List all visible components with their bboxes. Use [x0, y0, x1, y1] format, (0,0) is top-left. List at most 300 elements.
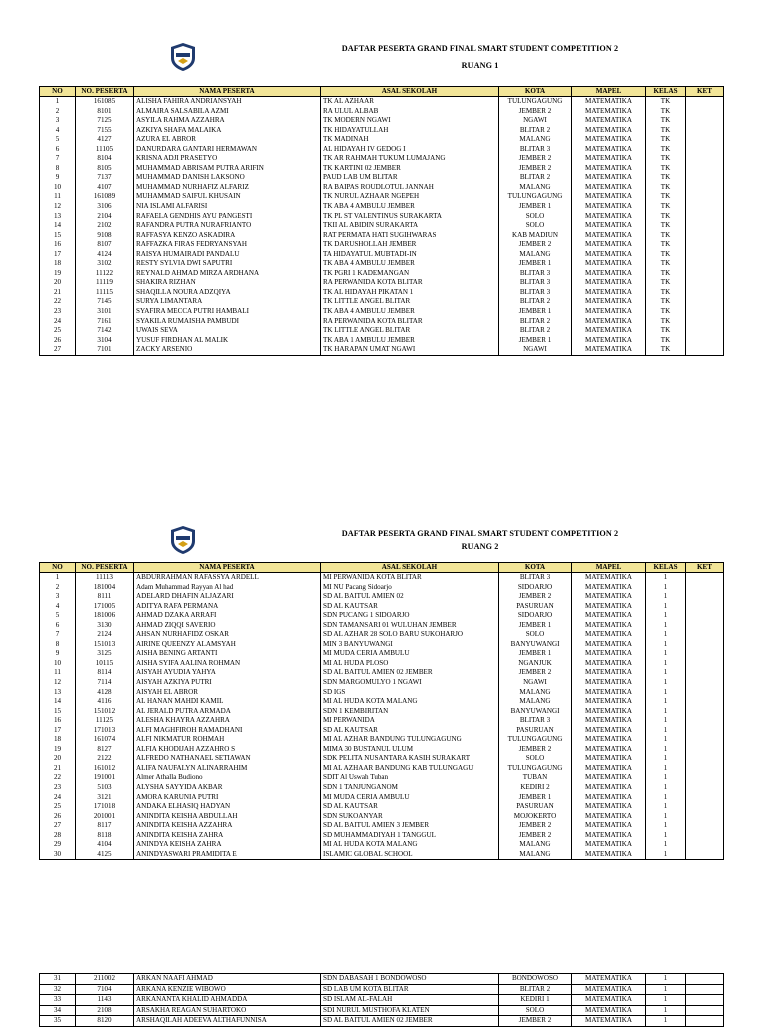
table-row: [40, 154, 724, 164]
cell-nama-peserta: AHSAN NURHAFIDZ OSKAR: [134, 630, 321, 640]
cell-kelas: TK: [646, 173, 686, 183]
cell-ket: [686, 995, 724, 1006]
cell-kota: SIDOARJO: [499, 611, 572, 621]
andina-logo-icon: [170, 42, 196, 72]
cell-nama-peserta: RAISYA HUMAIRADI PANDALU: [134, 250, 321, 260]
cell-asal-sekolah: TK NURUL AZHAAR NGEPEH: [321, 192, 499, 202]
cell-no-peserta: 11115: [76, 288, 134, 298]
cell-no-peserta: 2108: [76, 1005, 134, 1016]
cell-no: 9: [40, 173, 76, 183]
cell-nama-peserta: ALMAIRA SALSABILA AZMI: [134, 107, 321, 117]
cell-asal-sekolah: MI AL HUDA PLOSO: [321, 659, 499, 669]
cell-mapel: MATEMATIKA: [572, 821, 646, 831]
cell-kota: JEMBER 1: [499, 336, 572, 346]
cell-nama-peserta: AISYAH AZKIYA PUTRI: [134, 678, 321, 688]
cell-kota: TUBAN: [499, 773, 572, 783]
cell-mapel: MATEMATIKA: [572, 783, 646, 793]
cell-no-peserta: 2124: [76, 630, 134, 640]
cell-no: 30: [40, 850, 76, 860]
cell-no: 23: [40, 783, 76, 793]
cell-kelas: 1: [646, 640, 686, 650]
cell-kelas: TK: [646, 192, 686, 202]
header-kota: KOTA: [499, 87, 572, 97]
cell-kelas: TK: [646, 154, 686, 164]
header-kelas: KELAS: [646, 87, 686, 97]
table-row: [40, 611, 724, 621]
cell-asal-sekolah: MI PERWANIDA: [321, 716, 499, 726]
cell-kelas: 1: [646, 592, 686, 602]
cell-nama-peserta: ALIFA NAUFALYN ALINARRAHIM: [134, 764, 321, 774]
cell-ket: [686, 202, 724, 212]
cell-kelas: TK: [646, 240, 686, 250]
cell-mapel: MATEMATIKA: [572, 250, 646, 260]
table-row: [40, 640, 724, 650]
cell-nama-peserta: Almer Athalla Budiono: [134, 773, 321, 783]
cell-no: 13: [40, 688, 76, 698]
cell-nama-peserta: ASYILA RAHMA AZZAHRA: [134, 116, 321, 126]
page-title: DAFTAR PESERTA GRAND FINAL SMART STUDENT COMPETITION 2: [341, 44, 619, 53]
header-mapel: MAPEL: [572, 87, 646, 97]
cell-no-peserta: 181004: [76, 583, 134, 593]
cell-no: 14: [40, 697, 76, 707]
cell-mapel: MATEMATIKA: [572, 1005, 646, 1016]
cell-no-peserta: 4107: [76, 183, 134, 193]
cell-kota: JEMBER 2: [499, 745, 572, 755]
participants-table-ruang-2-continued: [39, 973, 724, 1027]
table-row: [40, 745, 724, 755]
cell-kota: JEMBER 2: [499, 240, 572, 250]
table-row: [40, 802, 724, 812]
cell-no: 5: [40, 611, 76, 621]
cell-nama-peserta: ALYSHA SAYYIDA AKBAR: [134, 783, 321, 793]
cell-no-peserta: 151012: [76, 707, 134, 717]
cell-mapel: MATEMATIKA: [572, 716, 646, 726]
cell-ket: [686, 288, 724, 298]
cell-no-peserta: 11113: [76, 573, 134, 583]
cell-mapel: MATEMATIKA: [572, 831, 646, 841]
cell-no: 8: [40, 164, 76, 174]
cell-mapel: MATEMATIKA: [572, 231, 646, 241]
cell-kota: MALANG: [499, 250, 572, 260]
cell-no: 1: [40, 97, 76, 107]
header-nama-peserta: NAMA PESERTA: [134, 563, 321, 573]
cell-no-peserta: 2104: [76, 212, 134, 222]
cell-ket: [686, 821, 724, 831]
cell-asal-sekolah: MI AL HUDA KOTA MALANG: [321, 697, 499, 707]
cell-ket: [686, 126, 724, 136]
cell-ket: [686, 602, 724, 612]
cell-asal-sekolah: PAUD LAB UM BLITAR: [321, 173, 499, 183]
cell-mapel: MATEMATIKA: [572, 583, 646, 593]
table-row: [40, 850, 724, 860]
cell-kota: BLITAR 2: [499, 126, 572, 136]
header-no: NO: [40, 87, 76, 97]
table-row: [40, 126, 724, 136]
cell-nama-peserta: RAFFASYA KENZO ASKADIRA: [134, 231, 321, 241]
cell-no: 24: [40, 793, 76, 803]
cell-asal-sekolah: RA PERWANIDA KOTA BLITAR: [321, 317, 499, 327]
participants-table-ruang-2: [39, 562, 724, 860]
table-row: [40, 116, 724, 126]
cell-mapel: MATEMATIKA: [572, 145, 646, 155]
cell-nama-peserta: AMORA KARUNIA PUTRI: [134, 793, 321, 803]
cell-ket: [686, 326, 724, 336]
cell-nama-peserta: ALFIA KHODIJAH AZZAHRO S: [134, 745, 321, 755]
cell-kota: TULUNGAGUNG: [499, 97, 572, 107]
cell-no: 31: [40, 974, 76, 985]
cell-ket: [686, 812, 724, 822]
table-row: [40, 107, 724, 117]
cell-kota: BANYUWANGI: [499, 640, 572, 650]
cell-nama-peserta: MUHAMMAD SAIFUL KHUSAIN: [134, 192, 321, 202]
cell-mapel: MATEMATIKA: [572, 183, 646, 193]
cell-no-peserta: 4124: [76, 250, 134, 260]
cell-no: 21: [40, 288, 76, 298]
cell-nama-peserta: RESTY SYLVIA DWI SAPUTRI: [134, 259, 321, 269]
table-row: [40, 183, 724, 193]
cell-no: 18: [40, 735, 76, 745]
cell-ket: [686, 345, 724, 355]
table-row: [40, 764, 724, 774]
cell-nama-peserta: AISHA BENING ARTANTI: [134, 649, 321, 659]
cell-no-peserta: 8107: [76, 240, 134, 250]
cell-no: 17: [40, 250, 76, 260]
cell-kelas: 1: [646, 707, 686, 717]
cell-mapel: MATEMATIKA: [572, 812, 646, 822]
cell-no: 19: [40, 269, 76, 279]
table-row: [40, 326, 724, 336]
cell-no-peserta: 161074: [76, 735, 134, 745]
cell-kelas: TK: [646, 116, 686, 126]
table-row: [40, 336, 724, 346]
cell-nama-peserta: MUHAMMAD NURHAFIZ ALFARIZ: [134, 183, 321, 193]
cell-no: 33: [40, 995, 76, 1006]
cell-kota: SOLO: [499, 212, 572, 222]
cell-no-peserta: 171013: [76, 726, 134, 736]
cell-kota: BLITAR 2: [499, 297, 572, 307]
cell-kelas: TK: [646, 107, 686, 117]
cell-nama-peserta: AIRINE QUEENZY ALAMSYAH: [134, 640, 321, 650]
cell-mapel: MATEMATIKA: [572, 659, 646, 669]
header-asal-sekolah: ASAL SEKOLAH: [321, 87, 499, 97]
table-row: [40, 1016, 724, 1027]
cell-nama-peserta: ARKANA KENZIE WIBOWO: [134, 984, 321, 995]
cell-mapel: MATEMATIKA: [572, 154, 646, 164]
cell-no-peserta: 4104: [76, 840, 134, 850]
cell-nama-peserta: ANINDYA KEISHA ZAHRA: [134, 840, 321, 850]
cell-no-peserta: 11105: [76, 145, 134, 155]
cell-no: 15: [40, 231, 76, 241]
cell-ket: [686, 297, 724, 307]
table-row: [40, 192, 724, 202]
cell-ket: [686, 764, 724, 774]
cell-kota: NGAWI: [499, 678, 572, 688]
cell-asal-sekolah: SD AL KAUTSAR: [321, 802, 499, 812]
cell-ket: [686, 630, 724, 640]
table-row: [40, 659, 724, 669]
cell-kota: PASURUAN: [499, 602, 572, 612]
cell-mapel: MATEMATIKA: [572, 840, 646, 850]
cell-nama-peserta: ALFI MAGHFIROH RAMADHANI: [134, 726, 321, 736]
cell-no: 28: [40, 831, 76, 841]
cell-no-peserta: 3106: [76, 202, 134, 212]
cell-no: 4: [40, 602, 76, 612]
cell-no: 9: [40, 649, 76, 659]
cell-kelas: 1: [646, 812, 686, 822]
cell-ket: [686, 850, 724, 860]
cell-no: 7: [40, 630, 76, 640]
cell-kota: MALANG: [499, 850, 572, 860]
table-row: [40, 288, 724, 298]
cell-asal-sekolah: SD AL BAITUL AMIEN 02: [321, 592, 499, 602]
cell-kota: JEMBER 2: [499, 668, 572, 678]
cell-mapel: MATEMATIKA: [572, 611, 646, 621]
cell-no: 3: [40, 116, 76, 126]
cell-kelas: 1: [646, 697, 686, 707]
cell-ket: [686, 192, 724, 202]
cell-asal-sekolah: TK AR RAHMAH TUKUM LUMAJANG: [321, 154, 499, 164]
cell-ket: [686, 259, 724, 269]
cell-asal-sekolah: SDK PELITA NUSANTARA KASIH SURAKART: [321, 754, 499, 764]
cell-nama-peserta: NIA ISLAMI ALFARISI: [134, 202, 321, 212]
cell-nama-peserta: DANURDARA GANTARI HERMAWAN: [134, 145, 321, 155]
cell-kota: JEMBER 2: [499, 831, 572, 841]
cell-kelas: 1: [646, 974, 686, 985]
cell-kota: NGANJUK: [499, 659, 572, 669]
cell-kota: SOLO: [499, 630, 572, 640]
cell-kota: JEMBER 1: [499, 202, 572, 212]
header-nama-peserta: NAMA PESERTA: [134, 87, 321, 97]
cell-ket: [686, 974, 724, 985]
cell-kota: JEMBER 2: [499, 1016, 572, 1027]
cell-kelas: TK: [646, 278, 686, 288]
table-row: [40, 573, 724, 583]
cell-ket: [686, 592, 724, 602]
cell-ket: [686, 154, 724, 164]
cell-no-peserta: 4128: [76, 688, 134, 698]
cell-no: 12: [40, 202, 76, 212]
table-row: [40, 221, 724, 231]
cell-kelas: 1: [646, 611, 686, 621]
cell-asal-sekolah: TK HIDAYATULLAH: [321, 126, 499, 136]
cell-kelas: 1: [646, 583, 686, 593]
cell-asal-sekolah: MI NU Pacang Sidoarjo: [321, 583, 499, 593]
cell-no: 11: [40, 668, 76, 678]
cell-nama-peserta: REYNALD AHMAD MIRZA ARDHANA: [134, 269, 321, 279]
cell-no: 25: [40, 802, 76, 812]
cell-asal-sekolah: SD AL KAUTSAR: [321, 726, 499, 736]
cell-asal-sekolah: TK ABA 4 AMBULU JEMBER: [321, 202, 499, 212]
cell-nama-peserta: SHAKIRA RIZHAN: [134, 278, 321, 288]
cell-kota: JEMBER 1: [499, 307, 572, 317]
cell-mapel: MATEMATIKA: [572, 1016, 646, 1027]
cell-nama-peserta: ALFREDO NATHANAEL SETIAWAN: [134, 754, 321, 764]
cell-mapel: MATEMATIKA: [572, 850, 646, 860]
cell-asal-sekolah: TK MODERN NGAWI: [321, 116, 499, 126]
cell-no-peserta: 11122: [76, 269, 134, 279]
cell-asal-sekolah: SDN PUCANG 1 SIDOARJO: [321, 611, 499, 621]
cell-asal-sekolah: SDI NURUL MUSTHOFA KLATEN: [321, 1005, 499, 1016]
cell-no-peserta: 8120: [76, 1016, 134, 1027]
cell-nama-peserta: MUHAMMAD ABRISAM PUTRA ARIFIN: [134, 164, 321, 174]
cell-kelas: TK: [646, 202, 686, 212]
cell-ket: [686, 135, 724, 145]
cell-nama-peserta: ARKAN NAAFI AHMAD: [134, 974, 321, 985]
cell-mapel: MATEMATIKA: [572, 621, 646, 631]
cell-kota: PASURUAN: [499, 802, 572, 812]
cell-nama-peserta: MUHAMMAD DANISH LAKSONO: [134, 173, 321, 183]
cell-no-peserta: 1143: [76, 995, 134, 1006]
cell-no: 10: [40, 183, 76, 193]
cell-kelas: TK: [646, 317, 686, 327]
cell-no: 1: [40, 573, 76, 583]
cell-nama-peserta: ALFI NIKMATUR ROHMAH: [134, 735, 321, 745]
cell-kota: KEDIRI 1: [499, 995, 572, 1006]
cell-kota: MALANG: [499, 135, 572, 145]
cell-nama-peserta: SHAQILLA NOURA ADZQIYA: [134, 288, 321, 298]
cell-no-peserta: 161085: [76, 97, 134, 107]
cell-no-peserta: 8117: [76, 821, 134, 831]
cell-kota: BLITAR 2: [499, 984, 572, 995]
cell-no: 22: [40, 773, 76, 783]
cell-nama-peserta: Adam Muhammad Rayyan Al had: [134, 583, 321, 593]
cell-asal-sekolah: MI AL HUDA KOTA MALANG: [321, 840, 499, 850]
table-row: [40, 592, 724, 602]
cell-kelas: TK: [646, 231, 686, 241]
cell-nama-peserta: YUSUF FIRDHAN AL MALIK: [134, 336, 321, 346]
cell-kelas: TK: [646, 212, 686, 222]
cell-asal-sekolah: TA HIDAYATUL MUBTADI-IN: [321, 250, 499, 260]
cell-no: 7: [40, 154, 76, 164]
cell-mapel: MATEMATIKA: [572, 212, 646, 222]
cell-ket: [686, 678, 724, 688]
table-row: [40, 259, 724, 269]
cell-kelas: 1: [646, 821, 686, 831]
cell-asal-sekolah: MIN 3 BANYUWANGI: [321, 640, 499, 650]
cell-no-peserta: 181006: [76, 611, 134, 621]
cell-asal-sekolah: SD AL BAITUL AMIEN 02 JEMBER: [321, 1016, 499, 1027]
cell-kota: JEMBER 1: [499, 621, 572, 631]
cell-mapel: MATEMATIKA: [572, 164, 646, 174]
cell-kelas: TK: [646, 345, 686, 355]
cell-no: 6: [40, 145, 76, 155]
table-row: [40, 974, 724, 985]
cell-ket: [686, 164, 724, 174]
cell-kelas: 1: [646, 1005, 686, 1016]
table-row: [40, 250, 724, 260]
cell-no-peserta: 3104: [76, 336, 134, 346]
cell-kelas: TK: [646, 97, 686, 107]
cell-no: 22: [40, 297, 76, 307]
room-subtitle: RUANG 2: [461, 542, 499, 551]
cell-nama-peserta: ARKANANTA KHALID AHMADDA: [134, 995, 321, 1006]
cell-no: 26: [40, 336, 76, 346]
cell-ket: [686, 984, 724, 995]
cell-ket: [686, 336, 724, 346]
cell-no-peserta: 4127: [76, 135, 134, 145]
cell-mapel: MATEMATIKA: [572, 307, 646, 317]
cell-ket: [686, 240, 724, 250]
cell-asal-sekolah: SDN 1 TANJUNGANOM: [321, 783, 499, 793]
cell-kelas: 1: [646, 649, 686, 659]
cell-mapel: MATEMATIKA: [572, 336, 646, 346]
cell-kelas: 1: [646, 735, 686, 745]
table-row: [40, 995, 724, 1006]
cell-kelas: 1: [646, 602, 686, 612]
cell-kota: BLITAR 3: [499, 288, 572, 298]
table-row: [40, 688, 724, 698]
cell-nama-peserta: AHMAD DZAKA ARRAFI: [134, 611, 321, 621]
cell-mapel: MATEMATIKA: [572, 995, 646, 1006]
cell-kota: KEDIRI 2: [499, 783, 572, 793]
cell-nama-peserta: ALISHA FAHIRA ANDRIANSYAH: [134, 97, 321, 107]
cell-nama-peserta: AISHA SYIFA AALINA ROHMAN: [134, 659, 321, 669]
cell-asal-sekolah: SDIT Al Uswah Tuban: [321, 773, 499, 783]
cell-no-peserta: 7145: [76, 297, 134, 307]
cell-kelas: 1: [646, 726, 686, 736]
table-row: [40, 678, 724, 688]
table-row: [40, 240, 724, 250]
header-no: NO: [40, 563, 76, 573]
cell-no-peserta: 7155: [76, 126, 134, 136]
cell-asal-sekolah: RAT PERMATA HATI SUGIHWARAS: [321, 231, 499, 241]
cell-ket: [686, 840, 724, 850]
cell-no: 2: [40, 107, 76, 117]
andina-logo-icon: [170, 525, 196, 555]
cell-asal-sekolah: RA BAIPAS ROUDLOTUL JANNAH: [321, 183, 499, 193]
table-row: [40, 97, 724, 107]
cell-kota: MALANG: [499, 688, 572, 698]
cell-asal-sekolah: MI PERWANIDA KOTA BLITAR: [321, 573, 499, 583]
cell-kelas: TK: [646, 164, 686, 174]
cell-no-peserta: 151013: [76, 640, 134, 650]
table-row: [40, 984, 724, 995]
cell-kelas: 1: [646, 840, 686, 850]
cell-nama-peserta: SYAFIRA MECCA PUTRI HAMBALI: [134, 307, 321, 317]
cell-ket: [686, 688, 724, 698]
cell-no-peserta: 7137: [76, 173, 134, 183]
cell-mapel: MATEMATIKA: [572, 192, 646, 202]
cell-kelas: TK: [646, 250, 686, 260]
cell-no: 21: [40, 764, 76, 774]
cell-mapel: MATEMATIKA: [572, 573, 646, 583]
cell-asal-sekolah: TK DARUSHOLLAH JEMBER: [321, 240, 499, 250]
cell-kelas: 1: [646, 630, 686, 640]
table-row: [40, 135, 724, 145]
cell-kelas: TK: [646, 269, 686, 279]
cell-kelas: 1: [646, 678, 686, 688]
table-row: [40, 840, 724, 850]
table-row: [40, 726, 724, 736]
cell-ket: [686, 773, 724, 783]
table-row: [40, 754, 724, 764]
header-asal-sekolah: ASAL SEKOLAH: [321, 563, 499, 573]
cell-mapel: MATEMATIKA: [572, 97, 646, 107]
cell-mapel: MATEMATIKA: [572, 773, 646, 783]
cell-no-peserta: 3130: [76, 621, 134, 631]
cell-no-peserta: 4116: [76, 697, 134, 707]
cell-asal-sekolah: TK ABA 4 AMBULU JEMBER: [321, 259, 499, 269]
table-row: [40, 212, 724, 222]
cell-no: 26: [40, 812, 76, 822]
cell-kelas: TK: [646, 336, 686, 346]
cell-no: 35: [40, 1016, 76, 1027]
cell-asal-sekolah: SD LAB UM KOTA BLITAR: [321, 984, 499, 995]
cell-asal-sekolah: TK HARAPAN UMAT NGAWI: [321, 345, 499, 355]
cell-ket: [686, 1016, 724, 1027]
cell-no: 20: [40, 278, 76, 288]
cell-asal-sekolah: SD AL KAUTSAR: [321, 602, 499, 612]
